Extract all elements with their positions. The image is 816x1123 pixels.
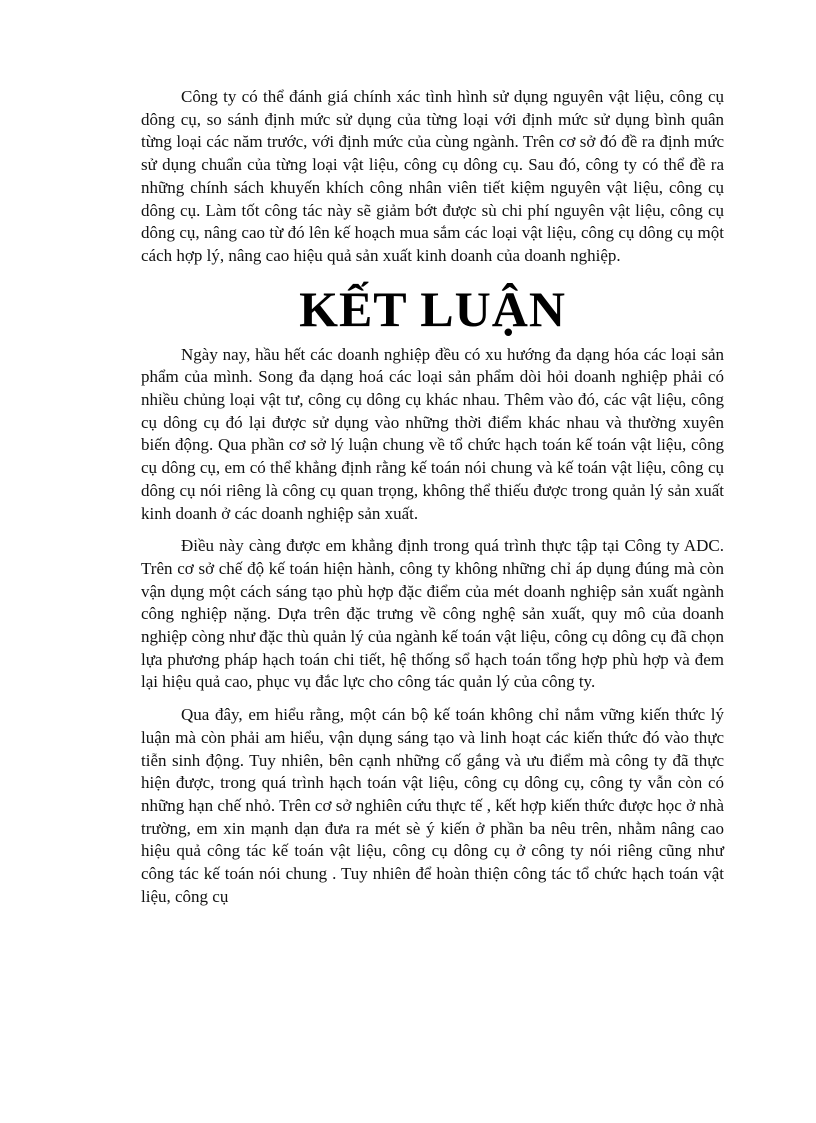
conclusion-paragraph-2: Điều này càng được em khẳng định trong quá trình thực tập tại Công ty ADC. Trên cơ sở chế độ kế toán hiện hành, công ty không những chỉ áp dụng đúng mà còn vận dụng một cách sáng tạo phù hợp đặc điểm của mét doanh nghiệp sản xuất ngành công nghiệp nặng. Dựa trên đặc trưng về công nghệ sản xuất, quy mô của doanh nghiệp còng như đặc thù quản lý của ngành kế toán vật liệu, công cụ dông cụ đã chọn lựa phương pháp hạch toán chi tiết, hệ thống sổ hạch toán tổng hợp phù hợp và đem lại hiệu quả cao, phục vụ đắc lực cho công tác quản lý của công ty. [141,536,724,692]
section-heading: KẾT LUẬN [299,280,566,337]
document-page [141,86,724,909]
intro-paragraph: Công ty có thể đánh giá chính xác tình hình sử dụng nguyên vật liệu, công cụ dông cụ, so sánh định mức sử dụng của từng loại với định mức sử dụng bình quân từng loại các năm trước, với định mức của cùng ngành. Trên cơ sở đó đề ra định mức sử dụng chuẩn của từng loại vật liệu, công cụ dông cụ. Sau đó, công ty có thể đề ra những chính sách khuyến khích công nhân viên tiết kiệm nguyên vật liệu, công cụ dông cụ. Làm tốt công tác này sẽ giảm bớt được sù chi phí nguyên vật liệu, công cụ dông cụ, nâng cao từ đó lên kế hoạch mua sắm các loại vật liệu, công cụ dông cụ một cách hợp lý, nâng cao hiệu quả sản xuất kinh doanh của doanh nghiệp. [141,87,724,265]
conclusion-paragraph-1: Ngày nay, hầu hết các doanh nghiệp đều có xu hướng đa dạng hóa các loại sản phẩm của mình. Song đa dạng hoá các loại sản phẩm dòi hỏi doanh nghiệp phải có nhiều chủng loại vật tư, công cụ dông cụ khác nhau. Thêm vào đó, các vật liệu, công cụ dông cụ đó lại được sử dụng vào những thời điểm khác nhau và thường xuyên biến động. Qua phần cơ sở lý luận chung về tổ chức hạch toán kế toán vật liệu, công cụ dông cụ, em có thể khẳng định rằng kế toán nói chung và kế toán vật liệu, công cụ dông cụ nói riêng là công cụ quan trọng, không thể thiếu được trong quản lý sản xuất kinh doanh ở các doanh nghiệp sản xuất. [141,344,724,523]
conclusion-paragraph-3: Qua đây, em hiểu rằng, một cán bộ kế toán không chỉ nắm vững kiến thức lý luận mà còn phải am hiểu, vận dụng sáng tạo và linh hoạt các kiến thức đó vào thực tiễn sinh động. Tuy nhiên, bên cạnh những cố gắng và ưu điểm mà công ty đã thực hiện được, trong quá trình hạch toán vật liệu, công cụ dông cụ, công ty vẫn còn có những hạn chế nhỏ. Trên cơ sở nghiên cứu thực tế , kết hợp kiến thức được học ở nhà trường, em xin mạnh dạn đưa ra mét sè ý kiến ở phần ba nêu trên, nhằm nâng cao hiệu quả công tác kế toán vật liệu, công cụ dông cụ ở công ty nói riêng cũng như công tác kế toán nói chung . Tuy nhiên để hoàn thiện công tác tổ chức hạch toán vật liệu, công cụ [141,705,724,906]
